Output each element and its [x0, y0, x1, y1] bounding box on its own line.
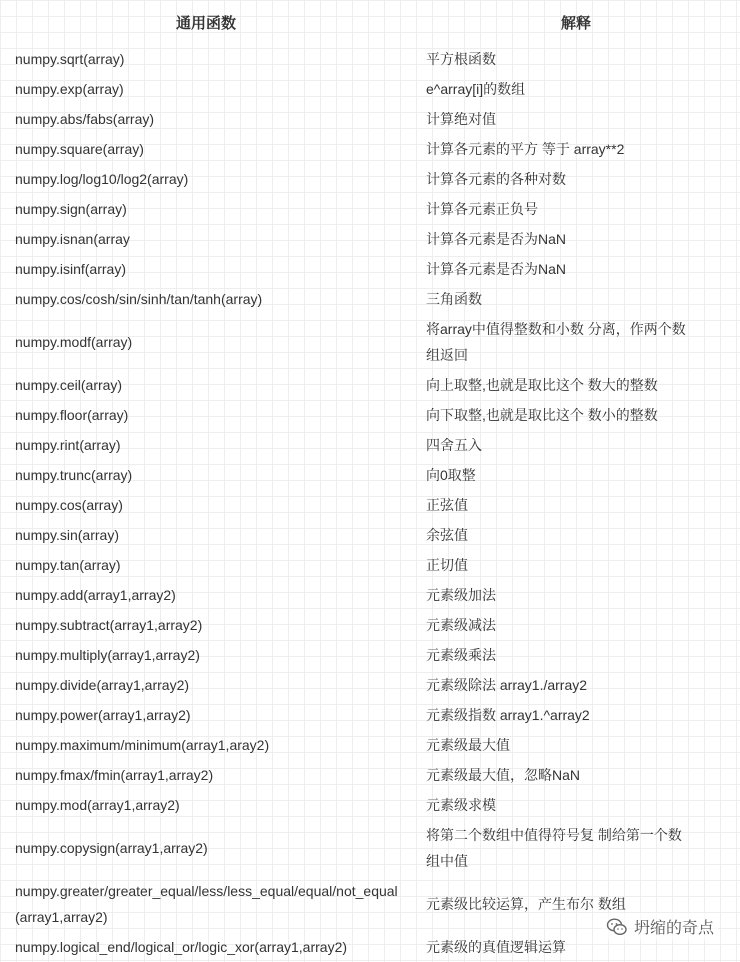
- table-row: [0, 44, 740, 74]
- description-cell: 正弦值: [426, 497, 468, 513]
- function-cell: numpy.subtract(array1,array2): [15, 617, 203, 633]
- description-cell: 余弦值: [426, 527, 468, 543]
- table-row: [0, 254, 740, 284]
- table-header-row: [0, 0, 740, 44]
- table-row: [0, 224, 740, 254]
- description-cell: e^array[i]的数组: [426, 81, 526, 97]
- table-body: [0, 44, 740, 962]
- description-cell: 元素级减法: [426, 617, 496, 633]
- description-cell: 四舍五入: [426, 437, 482, 453]
- function-cell: numpy.logical_end/logical_or/logic_xor(array1,array2): [15, 939, 348, 955]
- table-row: [0, 640, 740, 670]
- function-cell: numpy.fmax/fmin(array1,array2): [15, 767, 214, 783]
- description-cell: 元素级除法 array1./array2: [426, 677, 588, 693]
- function-cell: numpy.log/log10/log2(array): [15, 171, 189, 187]
- table-row: [0, 74, 740, 104]
- description-cell: 三角函数: [426, 291, 482, 307]
- table-row: [0, 490, 740, 520]
- description-cell: 向0取整: [426, 467, 476, 483]
- table-row: [0, 164, 740, 194]
- function-cell: numpy.copysign(array1,array2): [15, 840, 208, 856]
- description-cell: 元素级最大值: [426, 737, 510, 753]
- description-cell: 元素级指数 array1.^array2: [426, 707, 590, 723]
- function-cell: numpy.ceil(array): [15, 377, 123, 393]
- table-row: [0, 610, 740, 640]
- table-row: [0, 430, 740, 460]
- function-cell: numpy.abs/fabs(array): [15, 111, 155, 127]
- description-cell: 向下取整,也就是取比这个 数小的整数: [426, 407, 658, 423]
- table-row: [0, 730, 740, 760]
- table-row: [0, 134, 740, 164]
- function-cell: numpy.rint(array): [15, 437, 121, 453]
- description-cell: 元素级乘法: [426, 647, 496, 663]
- description-cell: 向上取整,也就是取比这个 数大的整数: [426, 377, 658, 393]
- table-row: [0, 400, 740, 430]
- table-row: [0, 370, 740, 400]
- function-cell: numpy.power(array1,array2): [15, 707, 191, 723]
- function-cell: numpy.isinf(array): [15, 261, 126, 277]
- function-cell: numpy.sqrt(array): [15, 51, 125, 67]
- description-cell: 元素级比较运算，产生布尔 数组: [426, 896, 626, 912]
- table-row: [0, 314, 740, 370]
- description-cell: 元素级求模: [426, 797, 496, 813]
- table-row: [0, 760, 740, 790]
- description-cell: 计算各元素是否为NaN: [426, 231, 567, 247]
- function-cell: numpy.sin(array): [15, 527, 119, 543]
- function-cell: numpy.divide(array1,array2): [15, 677, 190, 693]
- description-cell: 正切值: [426, 557, 468, 573]
- description-cell: 计算各元素正负号: [426, 201, 538, 217]
- table-row: [0, 104, 740, 134]
- description-cell: 计算各元素的平方 等于 array**2: [426, 141, 625, 157]
- table-row: [0, 820, 740, 876]
- table-row: [0, 580, 740, 610]
- function-cell: numpy.exp(array): [15, 81, 124, 97]
- function-cell: numpy.cos(array): [15, 497, 123, 513]
- table-row: [0, 700, 740, 730]
- header-function: 通用函数: [175, 14, 236, 32]
- table-row: [0, 550, 740, 580]
- table-row: [0, 284, 740, 314]
- function-cell: numpy.multiply(array1,array2): [15, 647, 200, 663]
- function-cell: numpy.square(array): [15, 141, 144, 157]
- function-cell: numpy.maximum/minimum(array1,aray2): [15, 737, 270, 753]
- description-cell: 将array中值得整数和小数 分离，作两个数组返回: [426, 321, 686, 363]
- wechat-icon: [606, 916, 628, 938]
- function-cell: numpy.cos/cosh/sin/sinh/tan/tanh(array): [15, 291, 263, 307]
- table-row: [0, 460, 740, 490]
- description-cell: 将第二个数组中值得符号复 制给第一个数组中值: [426, 827, 682, 869]
- function-cell: numpy.floor(array): [15, 407, 129, 423]
- function-cell: numpy.modf(array): [15, 334, 133, 350]
- table-row: [0, 194, 740, 224]
- table-row: [0, 520, 740, 550]
- function-cell: numpy.sign(array): [15, 201, 127, 217]
- description-cell: 元素级最大值，忽略NaN: [426, 767, 581, 783]
- function-cell: numpy.add(array1,array2): [15, 587, 176, 603]
- description-cell: 计算各元素的各种对数: [426, 171, 566, 187]
- header-description: 解释: [560, 14, 591, 32]
- watermark: [602, 913, 718, 940]
- function-cell: numpy.isnan(array: [15, 231, 130, 247]
- description-cell: 元素级加法: [426, 587, 496, 603]
- description-cell: 平方根函数: [426, 51, 496, 67]
- function-cell: numpy.mod(array1,array2): [15, 797, 180, 813]
- description-cell: 计算绝对值: [426, 111, 496, 127]
- function-cell: numpy.greater/greater_equal/less/less_equal/equal/not_equal (array1,array2): [15, 883, 398, 925]
- function-cell: numpy.tan(array): [15, 557, 121, 573]
- description-cell: 计算各元素是否为NaN: [426, 261, 567, 277]
- function-cell: numpy.trunc(array): [15, 467, 133, 483]
- description-cell: 元素级的真值逻辑运算: [426, 939, 566, 955]
- watermark-text: 坍缩的奇点: [633, 918, 714, 937]
- table-row: [0, 790, 740, 820]
- table-row: [0, 670, 740, 700]
